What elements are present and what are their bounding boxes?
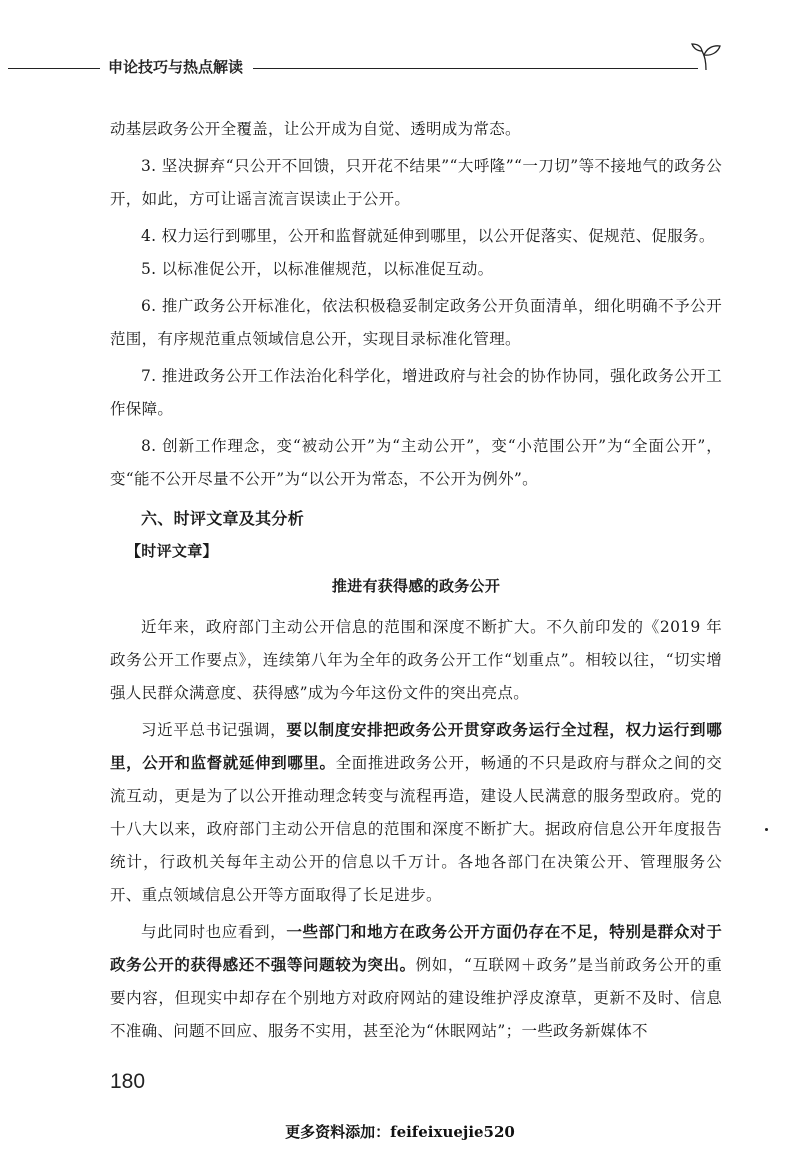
paragraph-continuation: 动基层政务公开全覆盖，让公开成为自觉、透明成为常态。 [110,120,521,138]
list-item-8: 8. 创新工作理念，变“被动公开”为“主动公开”，变“小范围公开”为“全面公开”，变“能不公开尽量不公开”为“以公开为常态，不公开为例外”。 [110,437,722,488]
article-text: 与此同时也应看到， [141,923,287,941]
header-rule-right [253,68,698,69]
article-emphasis: 一些部门和地方在政务公开方面仍存在不足，特别是群众对于政务公开的获得感还不强等问题较为突出。 [110,923,722,974]
article-text: 例如，“互联网＋政务”是当前政务公开的重要内容，但现实中却存在个别地方对政府网站的建设维护浮皮潦草，更新不及时、信息不准确、问题不回应、服务不实用，甚至沦为“休眠网站”；一些政务新媒体不 [110,956,722,1040]
list-item-7: 7. 推进政务公开工作法治化科学化，增进政府与社会的协作协同，强化政务公开工作保障。 [110,367,722,418]
header-rule-left [8,68,100,69]
article-paragraph-1: 近年来，政府部门主动公开信息的范围和深度不断扩大。不久前印发的《2019 年政务公开工作要点》，连续第八年为全年的政务公开工作“划重点”。相较以往，“切实增强人民群众满意度、获得感”成为今年这份文件的突出亮点。 [110,618,722,702]
page-body [110,113,722,1048]
list-item-6: 6. 推广政务公开标准化，依法积极稳妥制定政务公开负面清单，细化明确不予公开范围，有序规范重点领域信息公开，实现目录标准化管理。 [110,297,722,348]
article-title: 推进有获得感的政务公开 [331,577,501,595]
article-emphasis: 要以制度安排把政务公开贯穿政务运行全过程，权力运行到哪里，公开和监督就延伸到哪里。 [110,721,722,772]
article-text: 全面推进政务公开，畅通的不只是政府与群众之间的交流互动，更是为了以公开推动理念转变与流程再造，建设人民满意的服务型政府。党的十八大以来，政府部门主动公开信息的范围和深度不断扩大。据政府信息公开年度报告统计，行政机关每年主动公开的信息以千万计。各地各部门在决策公开、管理服务公开、重点领域信息公开等方面取得了长足进步。 [110,754,723,904]
page-number: 180 [110,1070,146,1093]
section-heading: 六、时评文章及其分析 [141,509,305,528]
list-item-5: 5. 以标准促公开，以标准催规范，以标准促互动。 [141,260,494,278]
header-title: 申论技巧与热点解读 [108,58,244,76]
footer-note: 更多资料添加：feifeixuejie520 [285,1123,515,1141]
article-paragraph-3 [110,916,722,1048]
sprout-icon [690,42,724,72]
page-header [0,52,800,82]
list-item-3: 3. 坚决摒弃“只公开不回馈，只开花不结果”“大呼隆”“一刀切”等不接地气的政务公开，如此，方可让谣言流言误读止于公开。 [110,157,722,208]
article-paragraph-2 [110,714,722,912]
margin-dot [765,828,768,831]
sub-heading: 【时评文章】 [126,542,218,560]
article-text: 习近平总书记强调， [141,721,287,739]
list-item-4: 4. 权力运行到哪里，公开和监督就延伸到哪里，以公开促落实、促规范、促服务。 [141,227,715,245]
